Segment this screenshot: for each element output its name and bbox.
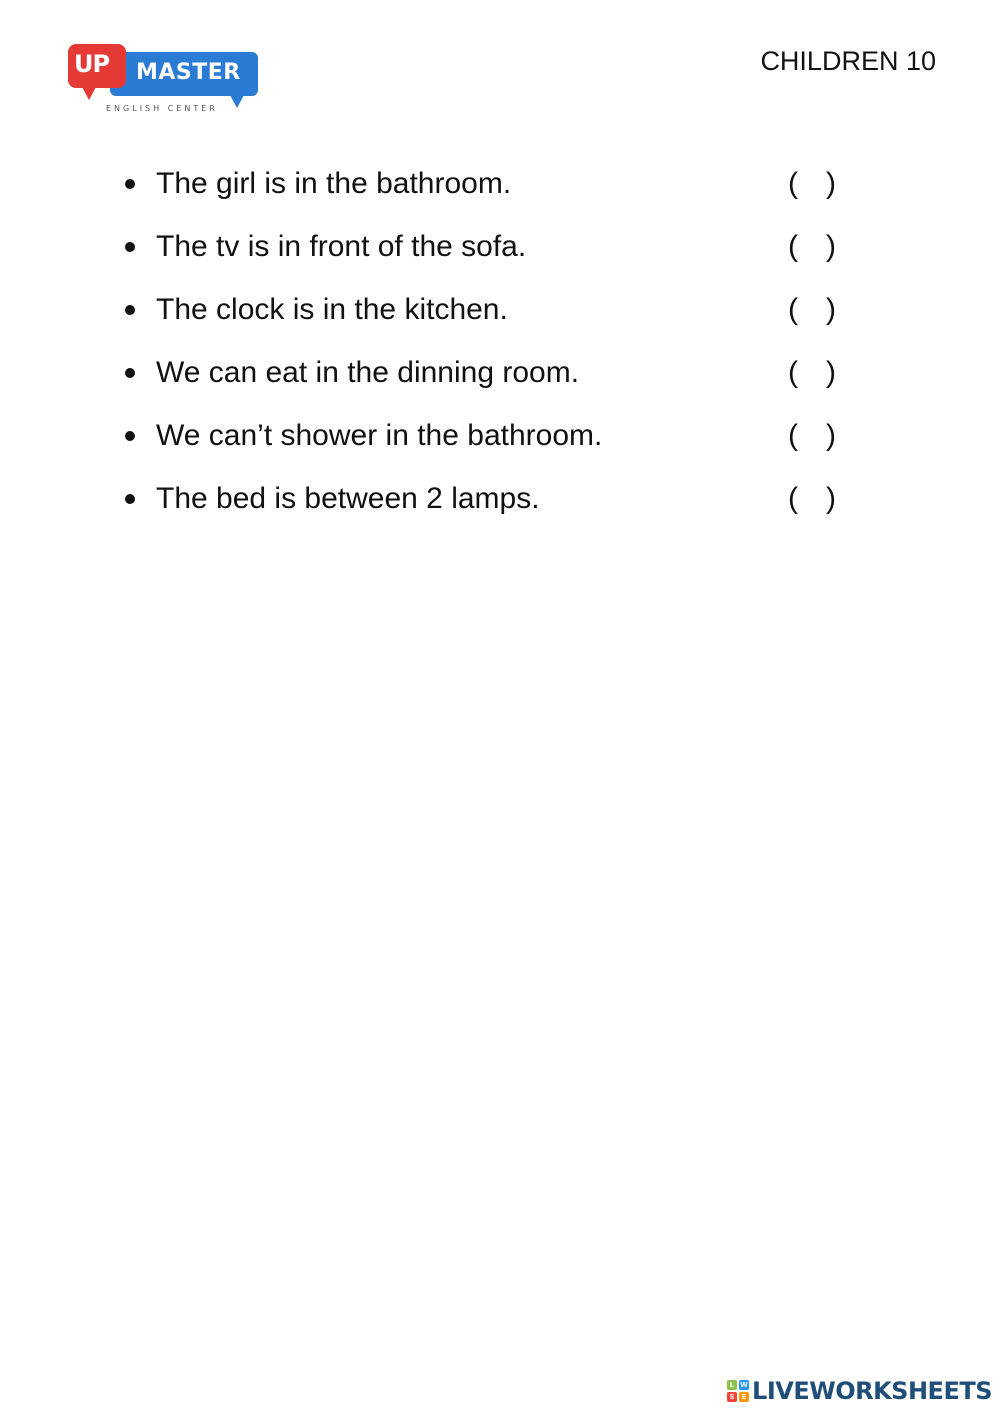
answer-close-paren: )	[826, 293, 836, 326]
up-master-logo	[66, 44, 266, 118]
logo-up-text: UP	[74, 50, 110, 78]
sentence-text: The clock is in the kitchen.	[156, 293, 508, 326]
answer-close-paren: )	[826, 356, 836, 389]
sentence-text: We can eat in the dinning room.	[156, 356, 580, 389]
wm-cell: S	[727, 1392, 737, 1402]
wm-cell: W	[740, 1381, 748, 1389]
bullet-icon	[125, 305, 135, 315]
sentence-list	[0, 158, 1000, 536]
bullet-icon	[125, 431, 135, 441]
answer-box[interactable]	[786, 290, 846, 330]
watermark-text: LIVEWORKSHEETS	[752, 1377, 992, 1405]
answer-close-paren: )	[826, 167, 836, 200]
answer-box[interactable]	[786, 164, 846, 204]
wm-cell: L	[727, 1380, 737, 1390]
sentence-text: The tv is in front of the sofa.	[156, 230, 527, 263]
sentence-row	[0, 410, 1000, 473]
answer-box[interactable]	[786, 227, 846, 267]
wm-cell: E	[739, 1392, 749, 1402]
liveworksheets-watermark	[727, 1376, 992, 1406]
sentence-text: The girl is in the bathroom.	[156, 167, 512, 200]
sentence-text: The bed is between 2 lamps.	[156, 482, 540, 515]
bullet-icon	[125, 494, 135, 504]
bullet-icon	[125, 179, 135, 189]
sentence-row	[0, 284, 1000, 347]
sentence-row	[0, 473, 1000, 536]
answer-open-paren: (	[788, 167, 798, 200]
logo-subtitle: ENGLISH CENTER	[106, 104, 218, 113]
sentence-row	[0, 158, 1000, 221]
answer-close-paren: )	[826, 230, 836, 263]
bullet-icon	[125, 368, 135, 378]
sentence-row	[0, 221, 1000, 284]
answer-box[interactable]	[786, 479, 846, 519]
answer-box[interactable]	[786, 353, 846, 393]
sentence-row	[0, 347, 1000, 410]
logo-master-text: MASTER	[136, 60, 241, 85]
answer-open-paren: (	[788, 356, 798, 389]
answer-open-paren: (	[788, 293, 798, 326]
bullet-icon	[125, 242, 135, 252]
level-label: CHILDREN 10	[760, 46, 936, 76]
answer-close-paren: )	[826, 482, 836, 515]
answer-close-paren: )	[826, 419, 836, 452]
answer-open-paren: (	[788, 482, 798, 515]
answer-box[interactable]	[786, 416, 846, 456]
sentence-text: We can’t shower in the bathroom.	[156, 419, 603, 452]
answer-open-paren: (	[788, 230, 798, 263]
answer-open-paren: (	[788, 419, 798, 452]
liveworksheets-icon	[727, 1380, 749, 1402]
